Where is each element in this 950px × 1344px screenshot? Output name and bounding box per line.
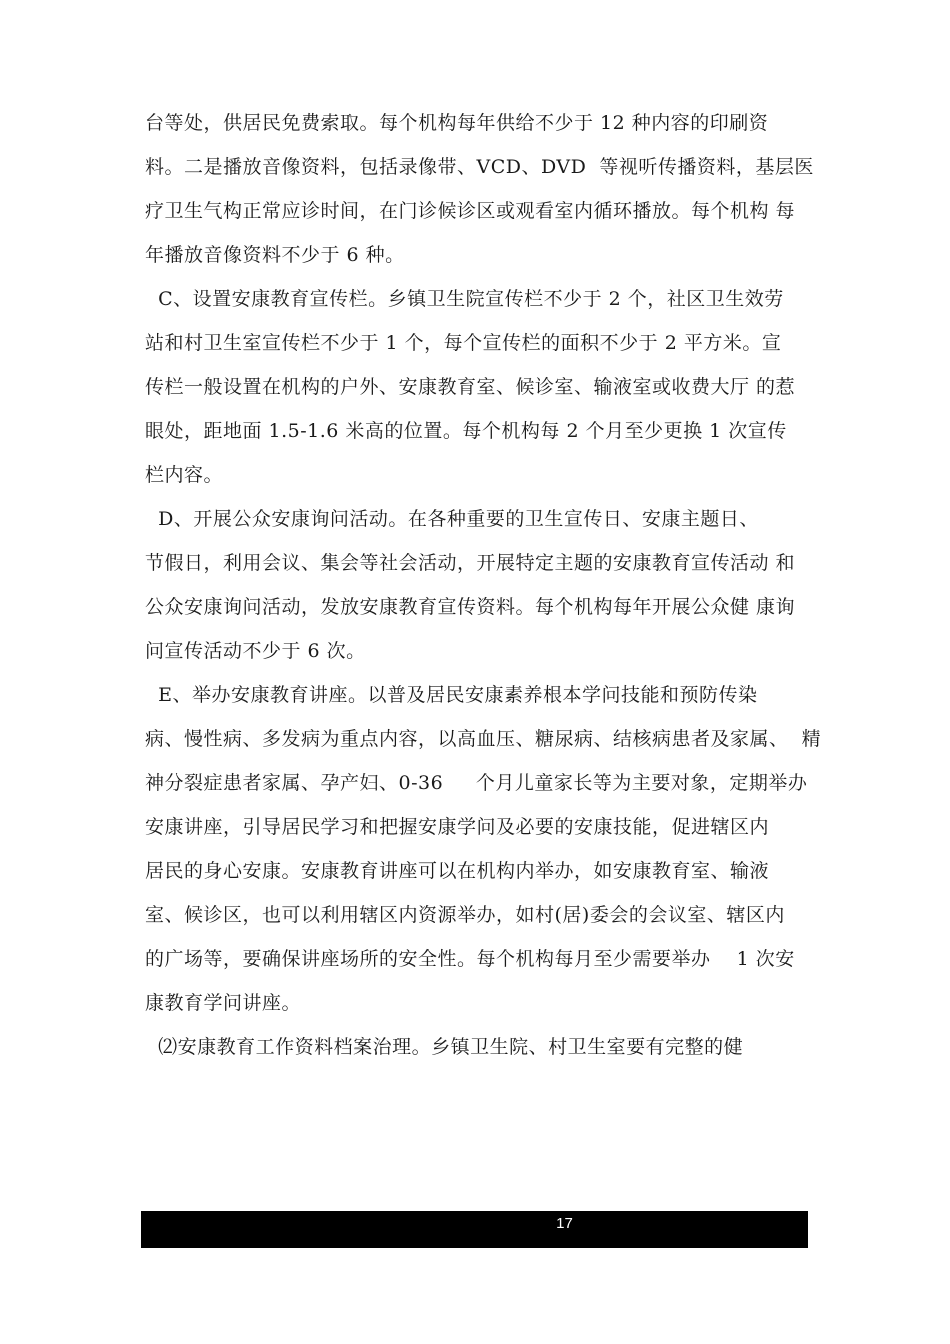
text-line: 康教育学问讲座。 — [145, 992, 302, 1014]
text-line: 问宣传活动不少于 6 次。 — [145, 640, 366, 662]
text-line: ⑵安康教育工作资料档案治理。乡镇卫生院、村卫生室要有完整的健 — [145, 1036, 744, 1058]
text-line: 居民的身心安康。安康教育讲座可以在机构内举办，如安康教育室、输液 — [145, 860, 770, 882]
text-line: 年播放音像资料不少于 6 种。 — [145, 244, 405, 266]
text-line: D、开展公众安康询问活动。在各种重要的卫生宣传日、安康主题日、 — [145, 508, 759, 530]
page-footer — [141, 1211, 808, 1248]
text-line: 公众安康询问活动，发放安康教育宣传资料。每个机构每年开展公众健 康询 — [145, 596, 796, 618]
text-line: 眼处，距地面 1.5-1.6 米高的位置。每个机构每 2 个月至少更换 1 次宣传 — [145, 420, 787, 442]
text-line: E、举办安康教育讲座。以普及居民安康素养根本学问技能和预防传染 — [145, 684, 758, 706]
text-line: 台等处，供居民免费索取。每个机构每年供给不少于 12 种内容的印刷资 — [145, 112, 769, 134]
page-number: 17 — [556, 1215, 573, 1232]
text-line: C、设置安康教育宣传栏。乡镇卫生院宣传栏不少于 2 个，社区卫生效劳 — [145, 288, 784, 310]
text-line: 站和村卫生室宣传栏不少于 1 个，每个宣传栏的面积不少于 2 平方米。宣 — [145, 332, 782, 354]
text-line: 神分裂症患者家属、孕产妇、0-36 个月儿童家长等为主要对象，定期举办 — [145, 772, 808, 794]
text-line: 安康讲座，引导居民学习和把握安康学问及必要的安康技能，促进辖区内 — [145, 816, 770, 838]
text-line: 疗卫生气构正常应诊时间，在门诊候诊区或观看室内循环播放。每个机构 每 — [145, 200, 796, 222]
text-line: 室、候诊区，也可以利用辖区内资源举办，如村(居)委会的会议室、辖区内 — [145, 904, 785, 926]
text-line: 节假日，利用会议、集会等社会活动，开展特定主题的安康教育宣传活动 和 — [145, 552, 796, 574]
text-line: 的广场等，要确保讲座场所的安全性。每个机构每月至少需要举办 1 次安 — [145, 948, 795, 970]
text-line: 料。二是播放音像资料，包括录像带、VCD、DVD 等视听传播资料，基层医 — [145, 156, 814, 178]
text-line: 病、慢性病、多发病为重点内容，以高血压、糖尿病、结核病患者及家属、 精 — [145, 728, 822, 750]
text-line: 栏内容。 — [145, 464, 224, 486]
text-line: 传栏一般设置在机构的户外、安康教育室、候诊室、输液室或收费大厅 的惹 — [145, 376, 796, 398]
